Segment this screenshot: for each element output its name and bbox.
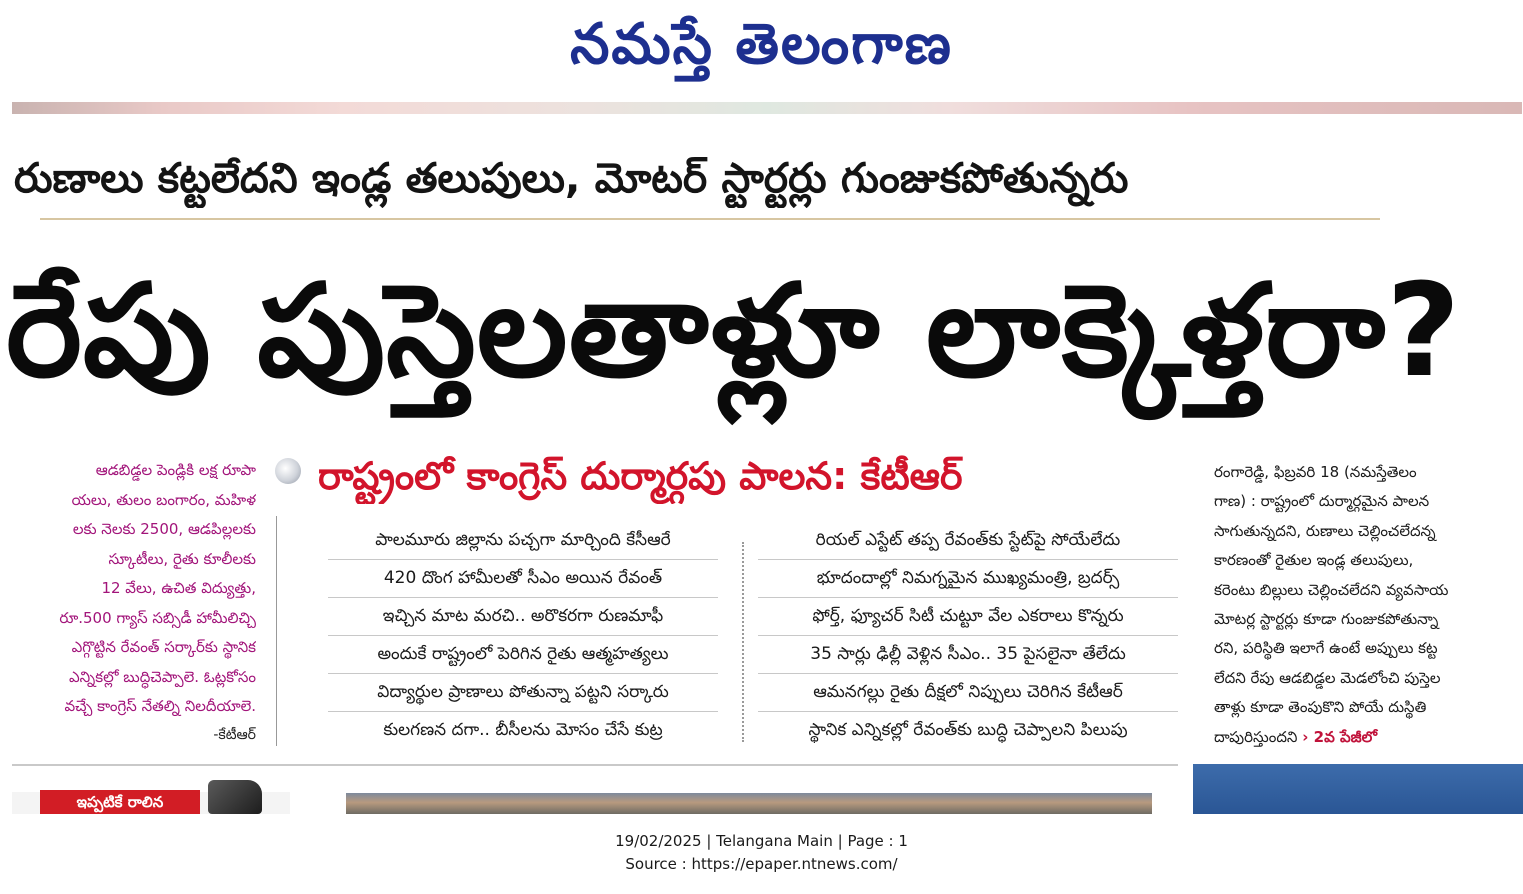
article-body bbox=[1214, 458, 1510, 748]
quote-line: ఫోర్త్, ఫ్యూచర్ సిటీ చుట్టూ వేల ఎకరాలు కొన్నరు bbox=[758, 598, 1178, 636]
kicker-headline: రుణాలు కట్టలేదని ఇండ్ల తలుపులు, మోటర్ స్టార్టర్లు గుంజుకపోతున్నరు bbox=[14, 154, 1129, 202]
quote-line: 35 సార్లు ఢిల్లీ వెళ్లిన సీఎం.. 35 పైసలైనా తేలేదు bbox=[758, 636, 1178, 674]
quote-line: స్థానిక ఎన్నికల్లో రేవంత్‌కు బుద్ధి చెప్పాలని పిలుపు bbox=[808, 720, 1128, 740]
article-line: దాపురిస్తుందని bbox=[1214, 727, 1298, 746]
kicker-divider bbox=[40, 218, 1380, 220]
quote-line: 420 దొంగ హామీలతో సీఎం అయిన రేవంత్ bbox=[328, 560, 718, 598]
article-line: మోటర్ల స్టార్టర్లు కూడా గుంజుకపోతున్నా bbox=[1214, 610, 1439, 629]
section-divider bbox=[12, 764, 1178, 766]
sidebar-quote-line: ఆడబిడ్డల పెండ్లికి లక్ష రూపా bbox=[95, 461, 256, 479]
footer-source: Source : https://epaper.ntnews.com/ bbox=[625, 855, 898, 873]
sidebar-quote-line: రూ.500 గ్యాస్ సబ్సిడీ హామీలిచ్చి bbox=[59, 608, 256, 627]
article-line: గాణ) : రాష్ట్రంలో దుర్మార్గమైన పాలన bbox=[1214, 492, 1430, 511]
article-line: కరెంటు బిల్లులు చెల్లించలేదని వ్యవసాయ bbox=[1214, 580, 1449, 599]
continued-arrow-icon: › bbox=[1302, 727, 1314, 746]
article-line: తాళ్లు కూడా తెంపుకొని పోయే దుస్థితి bbox=[1214, 698, 1427, 717]
sidebar-quote-line: స్కూటీలు, రైతు కూలీలకు bbox=[108, 549, 256, 568]
sidebar-quote-line: ఎన్నికల్లో బుద్ధిచెప్పాలె. ఓట్లకోసం bbox=[68, 667, 256, 686]
sidebar-quote-box bbox=[14, 456, 256, 746]
quote-line: భూదందాల్లో నిమగ్నమైన ముఖ్యమంత్రి, బ్రదర్స్ bbox=[758, 560, 1178, 598]
footer-date-edition: 19/02/2025 | Telangana Main | Page : 1 bbox=[615, 832, 908, 850]
quote-line: విద్యార్థుల ప్రాణాలు పోతున్నా పట్టని సర్కారు bbox=[328, 674, 718, 712]
quote-line: ఆమనగల్లు రైతు దీక్షలో నిప్పులు చెరిగిన కేటీఆర్ bbox=[758, 674, 1178, 712]
masthead-title: నమస్తే తెలంగాణ bbox=[570, 11, 953, 77]
sidebar-divider bbox=[276, 516, 277, 746]
right-photo bbox=[1193, 764, 1523, 814]
quote-line: ఇచ్చిన మాట మరచి.. అరొకరగా రుణమాఫీ bbox=[328, 598, 718, 636]
quote-column-1 bbox=[328, 522, 718, 752]
quote-line: రియల్ ఎస్టేట్ తప్ప రేవంత్‌కు స్టేట్‌పై సోయేలేదు bbox=[758, 522, 1178, 560]
article-line: కారణంతో రైతుల ఇండ్ల తలుపులు, bbox=[1214, 551, 1414, 570]
ad-rider-image bbox=[208, 780, 262, 814]
main-headline: రేపు పుస్తెలతాళ్లూ లాక్కెళ్తరా? bbox=[6, 257, 1462, 406]
ad-tag: ఇప్పటికే రాలిన bbox=[40, 790, 200, 814]
quote-line: కులగణన దగా.. బీసీలను మోసం చేసే కుట్ర bbox=[383, 720, 663, 740]
quote-line: అందుకే రాష్ట్రంలో పెరిగిన రైతు ఆత్మహత్యలు bbox=[328, 636, 718, 674]
sidebar-quote-line: 12 వేలు, ఉచిత విద్యుత్తు, bbox=[101, 579, 256, 597]
article-line: రని, పరిస్థితి ఇలాగే ఉంటే అప్పులు కట్ట bbox=[1214, 639, 1438, 658]
sidebar-quote-line: ఎగ్గొట్టిన రేవంత్ సర్కార్‌కు స్థానిక bbox=[71, 638, 256, 656]
sidebar-quote-line: వచ్చే కాంగ్రెస్ నేతల్ని నిలదీయాలె. bbox=[64, 697, 256, 715]
quote-column-2 bbox=[758, 522, 1178, 752]
sidebar-quote-line: యలు, తులం బంగారం, మహిళ bbox=[71, 490, 256, 509]
article-line: సాగుతున్నదని, రుణాలు చెల్లించలేదన్న bbox=[1214, 521, 1436, 540]
column-divider bbox=[742, 542, 744, 742]
article-last-line bbox=[1214, 723, 1510, 752]
subheadline: రాష్ట్రంలో కాంగ్రెస్ దుర్మార్గపు పాలన: కేటీఆర్ bbox=[318, 454, 963, 498]
continued-link[interactable]: 2వ పేజీలో bbox=[1313, 727, 1378, 746]
sidebar-attribution: -కేటీఆర్ bbox=[213, 726, 256, 743]
quote-line: పాలమూరు జిల్లాను పచ్చగా మార్చింది కేసీఆరే bbox=[328, 522, 718, 560]
article-line: రంగారెడ్డి, ఫిబ్రవరి 18 (నమస్తేతెలం bbox=[1214, 463, 1417, 481]
sidebar-quote-line: లకు నెలకు 2500, ఆడపిల్లలకు bbox=[72, 520, 256, 538]
top-photo-strip bbox=[12, 102, 1522, 114]
bullet-icon bbox=[275, 458, 301, 484]
city-photo bbox=[346, 793, 1152, 814]
article-line: లేదని రేపు ఆడబిడ్డల మెడలోంచి పుస్తెల bbox=[1214, 668, 1441, 687]
